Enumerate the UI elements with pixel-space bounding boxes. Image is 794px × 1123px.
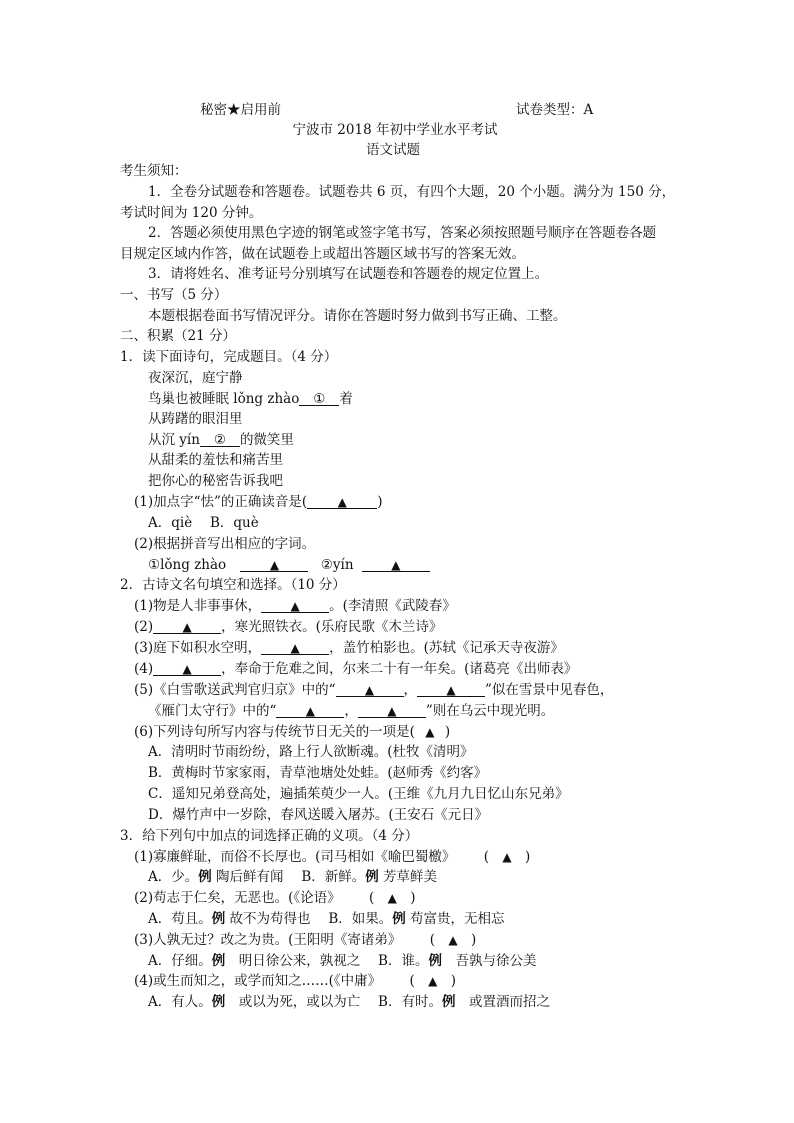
q3-s1-opt-b: 陶后鲜有闻 B．新鲜。 [211,869,366,885]
q2-line-2-source: ，寒光照铁衣。(乐府民歌《木兰诗》 [221,619,443,635]
q3-sentence-4 [134,972,456,990]
q3-s3-answer[interactable]: ▲ [448,933,458,947]
q3-s2-text: (2)苟志于仁矣，无恶也。(《论语》 [134,890,341,906]
q3-s2-close: ) [410,890,416,906]
q2-option-a: A．清明时节雨纷纷，路上行人欲断魂。(杜牧《清明》 [148,744,474,760]
q2-line-5 [134,681,613,699]
q1-part1-options: A．qiè B．què [148,515,259,531]
q3-s1-ex-a: 例 [198,869,212,885]
q3-sentence-1 [134,848,530,866]
q3-s1-text: (1)寡廉鲜耻，而俗不长厚也。(司马相如《喻巴蜀檄》 [134,849,456,865]
q3-s2-open: ( [368,890,375,906]
poem-blank-2: ② [200,431,240,447]
q3-s4-ex-b: 例 [441,994,456,1010]
q1-part2-b-label: ②yín [320,557,354,573]
q3-s4-opt-a: A．有人。 [148,994,212,1010]
q2-line-5b [148,702,554,720]
q3-s4-open: ( [409,973,415,989]
q3-s2-opt-b-ex: 苟富贵，无相忘 [405,911,505,927]
poem-line-6: 把你心的秘密告诉我吧 [148,473,283,489]
q3-s4-ex-a: 例 [211,994,226,1010]
q2-line-3 [134,639,564,657]
q2-line-1-source: 。(李清照《武陵春》 [329,598,456,614]
exam-title: 宁波市 2018 年初中学业水平考试 [292,122,498,138]
q3-s2-options [148,910,505,928]
section1-heading: 一、书写（5 分） [120,287,228,303]
poem-line-3: 从踌躇的眼泪里 [148,411,243,427]
q2-line-5-end: ”似在雪景中见春色， [485,682,614,698]
q3-s3-ex-a: 例 [211,953,226,969]
q2-line-6-text: (6)下列诗句所写内容与传统节日无关的一项是( [134,724,415,740]
q3-s4-close: ) [450,973,456,989]
q3-s2-ex-b: 例 [392,911,406,927]
q3-s3-opt-a: A．仔细。 [148,953,212,969]
secret-label: 秘密★启用前 [200,102,281,118]
q3-s3-opt-b-ex: 吾孰与徐公美 [441,953,537,969]
q3-s1-opt-a: A．少。 [148,869,199,885]
exam-subtitle: 语文试题 [366,142,420,158]
q1-part1-text: (1)加点字“怯”的正确读音是( [134,494,308,510]
q2-line-3-source: ，盖竹柏影也。(苏轼《记承天寺夜游》 [329,640,564,656]
notice-heading: 考生须知： [120,163,188,179]
q2-line-6-close: ) [444,724,451,740]
q2-line-2-blank[interactable]: ▲ [153,618,221,634]
section2-heading: 二、积累（21 分） [120,328,236,344]
q2-stem: 2．古诗文名句填空和选择。（10 分） [120,577,346,593]
q3-s3-opt-b: 明日徐公来，孰视之 B．谁。 [225,953,429,969]
q1-part2-answers [148,556,430,574]
section1-text: 本题根据卷面书写情况评分。请你在答题时努力做到书写正确、工整。 [148,308,567,324]
q2-line-4-source: ，奉命于危难之间，尔来二十有一年矣。(诸葛亮《出师表》 [221,661,578,677]
q2-option-b: B．黄梅时节家家雨，青草池塘处处蛙。(赵师秀《约客》 [148,765,488,781]
q2-line-5b-blank-1[interactable]: ▲ [276,702,344,718]
q2-line-1 [134,597,456,615]
q2-line-2-text: (2) [134,619,154,635]
poem-line-4 [148,431,294,449]
q2-line-1-text: (1)物是人非事事休， [134,598,262,614]
poem-blank-1: ① [299,390,339,406]
q3-s4-opt-b: 或以为死，或以为亡 B．有时。 [225,994,442,1010]
q3-s1-answer[interactable]: ▲ [502,850,512,864]
q2-line-5-text: (5)《白雪歌送武判官归京》中的“ [134,682,336,698]
q2-line-4 [134,660,577,678]
notice-item-2: 2．答题必须使用黑色字迹的钢笔或签字笔书写，答案必须按照题号顺序在答题卷各题 [148,225,657,241]
q3-s1-ex-b: 例 [365,869,379,885]
q3-stem: 3．给下列句中加点的词选择正确的义项。（4 分） [120,828,419,844]
q2-line-4-text: (4) [134,661,154,677]
q1-part1-answer-blank[interactable]: ▲ [307,493,377,509]
q2-line-5b-blank-2[interactable]: ▲ [358,702,426,718]
q1-part2-a-label: ①lǒng zhào [148,557,227,573]
q3-s2-ex-a: 例 [211,911,226,927]
q3-s1-opt-b-ex: 芳草鲜美 [378,869,438,885]
q3-s3-open: ( [429,932,435,948]
q3-s3-options [148,952,536,970]
q3-s2-answer[interactable]: ▲ [387,891,397,905]
q3-s3-close: ) [470,932,477,948]
q3-sentence-3 [134,931,476,949]
q3-s3-ex-b: 例 [428,953,442,969]
q3-s1-open: ( [483,849,489,865]
q2-line-2 [134,618,442,636]
poem-line-2 [148,390,353,408]
poem-line-2-text: 鸟巢也被睡眠 lǒng zhào [148,391,300,407]
q2-line-5b-comma: ， [344,703,358,719]
q2-line-3-text: (3)庭下如积水空明， [134,640,262,656]
paper-type: 试卷类型：A [516,102,594,118]
poem-line-1: 夜深沉，庭宁静 [148,370,243,386]
q2-option-c: C．遥知兄弟登高处，遍插茱萸少一人。(王维《九月九日忆山东兄弟》 [148,786,569,802]
q1-part2-a-blank[interactable]: ▲ [240,556,308,572]
poem-line-4-end: 的微笑里 [239,432,294,448]
q1-part2: (2)根据拼音写出相应的字词。 [134,536,316,552]
q3-s4-text: (4)或生而知之，或学而知之……(《中庸》 [134,973,382,989]
q2-line-5-comma: ， [403,682,418,698]
q3-s4-answer[interactable]: ▲ [428,974,438,988]
q3-s4-opt-b-ex: 或置酒而招之 [455,994,550,1010]
poem-line-2-end: 着 [339,391,353,407]
q1-part1-close: ) [377,494,383,510]
notice-item-3: 3．请将姓名、准考证号分别填写在试题卷和答题卷的规定位置上。 [148,266,549,282]
q2-line-6-answer[interactable]: ▲ [425,725,435,739]
q2-line-5-blank-1[interactable]: ▲ [336,681,404,697]
poem-line-5: 从甜柔的羞怯和痛苦里 [148,452,283,468]
q3-s1-close: ) [524,849,531,865]
q2-line-3-blank[interactable]: ▲ [261,639,329,655]
notice-item-1: 1．全卷分试题卷和答题卷。试题卷共 6 页，有四个大题，20 个小题。满分为 150 分， [148,184,676,200]
notice-item-1-cont: 考试时间为 120 分钟。 [120,205,263,221]
q1-part1 [134,493,382,511]
q2-line-5-blank-2[interactable]: ▲ [417,681,485,697]
q1-part2-b-blank[interactable]: ▲ [362,556,430,572]
q3-s2-opt-b: 故不为苟得也 B．如果。 [225,911,393,927]
poem-line-4-text: 从沉 yín [148,432,200,448]
q3-sentence-2 [134,889,416,907]
q2-line-6 [134,723,450,741]
q2-line-4-blank[interactable]: ▲ [153,660,221,676]
q3-s3-text: (3)人孰无过？改之为贵。(王阳明《寄诸弟》 [134,932,402,948]
q1-stem: 1．读下面诗句，完成题目。（4 分） [120,349,338,365]
q3-s1-options [148,868,437,886]
notice-item-2-cont: 目规定区域内作答，做在试题卷上或超出答题区域书写的答案无效。 [120,246,525,262]
q2-option-d: D．爆竹声中一岁除，春风送暖入屠苏。(王安石《元日》 [148,807,489,823]
q2-line-5b-end: ”则在乌云中现光明。 [425,703,555,719]
q2-line-5b-text: 《雁门太守行》中的“ [148,703,277,719]
q3-s4-options [148,993,550,1011]
q2-line-1-blank[interactable]: ▲ [261,597,329,613]
q3-s2-opt-a: A．苟且。 [148,911,212,927]
